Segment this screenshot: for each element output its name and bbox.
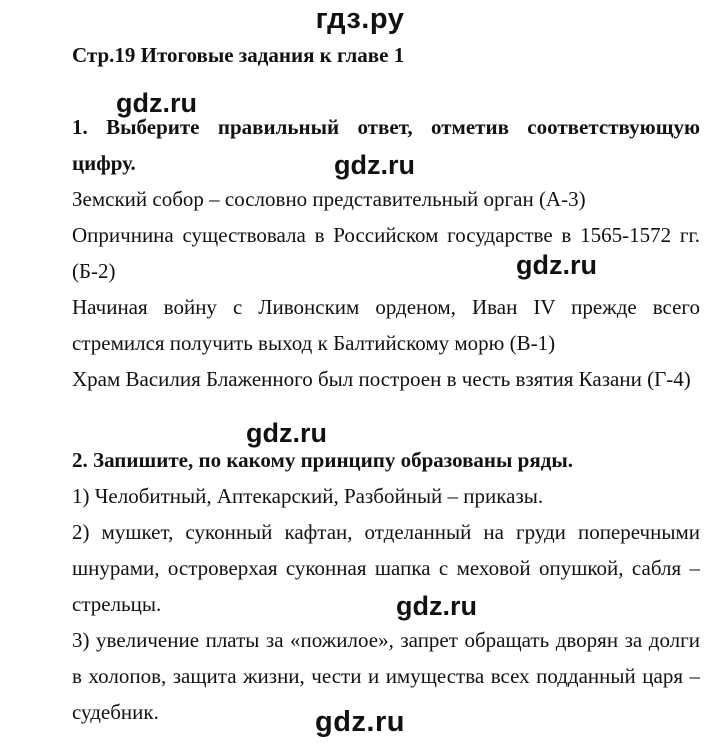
task-1-answer-1: Земский собор – сословно представительный орган (А-3) — [72, 187, 586, 211]
site-footer: gdz.ru — [315, 706, 405, 738]
task-2-answer-3: 3) увеличение платы за «пожилое», запрет обращать дворян за долги в холопов, защита жизни, чести и имущества всех подданный царя – судебник. — [72, 628, 700, 724]
watermark: gdz.ru — [116, 88, 197, 118]
task-2-answer-2: 2) мушкет, суконный кафтан, отделанный на груди поперечными шнурами, островерхая суконная шапка с меховой опушкой, сабля – стрельцы. — [72, 520, 700, 616]
site-header: гдз.ру — [315, 3, 405, 35]
watermark: gdz.ru — [516, 250, 597, 280]
task-2-answer-1: 1) Челобитный, Аптекарский, Разбойный – приказы. — [72, 484, 544, 508]
task-1-answer-2: Опричнина существовала в Российском государстве в 1565-1572 гг. (Б-2) — [72, 223, 700, 283]
task-1-answer-3: Начиная войну с Ливонским орденом, Иван IV прежде всего стремился получить выход к Балтийскому морю (В-1) — [72, 295, 700, 355]
watermark: gdz.ru — [396, 591, 477, 621]
task-1-answer-4: Храм Василия Блаженного был построен в честь взятия Казани (Г-4) — [72, 367, 691, 391]
task-2-heading: 2. Запишите, по какому принципу образованы ряды. — [72, 448, 573, 472]
watermark: gdz.ru — [334, 150, 415, 180]
task-1-heading: 1. Выберите правильный ответ, отметив соответствующую цифру. — [72, 115, 700, 175]
page-title: Стр.19 Итоговые задания к главе 1 — [72, 43, 405, 67]
task-2 — [72, 442, 700, 730]
watermark: gdz.ru — [246, 418, 327, 448]
